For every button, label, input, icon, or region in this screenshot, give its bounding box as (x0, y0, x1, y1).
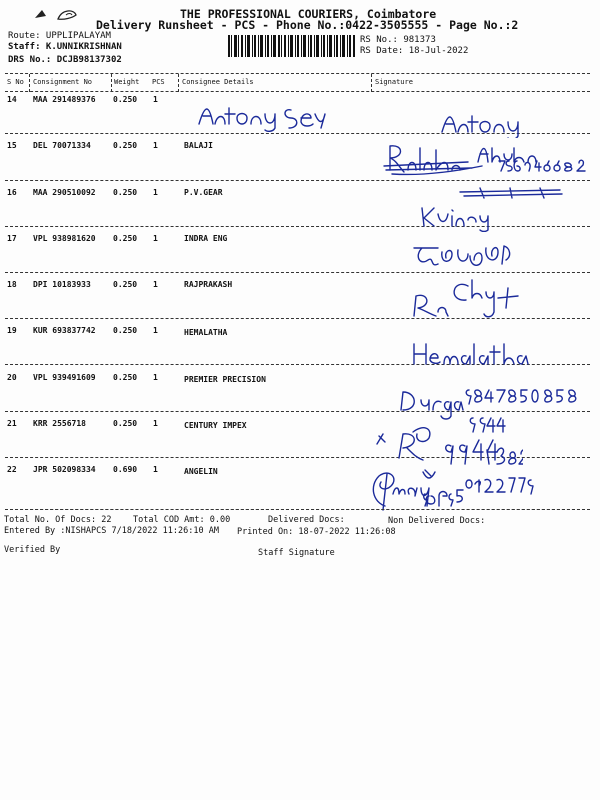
row-pcs: 1 (153, 419, 158, 428)
staff-label: Staff: K.UNNIKRISHNAN (8, 42, 122, 52)
column-divider (29, 74, 30, 92)
row-consignment: MAA 291489376 (33, 95, 96, 104)
signature-row22 (365, 466, 535, 512)
runsheet-subtitle: Delivery Runsheet - PCS - Phone No.:0422-3505555 - Page No.:2 (96, 18, 519, 32)
col-consignee: Consignee Details (182, 78, 254, 86)
row-consignee: RAJPRAKASH (184, 280, 233, 289)
row-weight: 0.250 (113, 280, 138, 289)
col-signature: Signature (375, 78, 413, 86)
row-sno: 15 (7, 141, 17, 150)
total-docs: Total No. Of Docs: 22 (4, 515, 112, 525)
header-bottom-rule (5, 91, 590, 92)
col-sno: S No (7, 78, 24, 86)
row-weight: 0.250 (113, 419, 138, 428)
staff-signature-label: Staff Signature (258, 548, 335, 558)
column-divider (111, 74, 112, 92)
row-pcs: 1 (153, 373, 158, 382)
row-pcs: 1 (153, 326, 158, 335)
row-weight: 0.690 (113, 465, 138, 474)
row-pcs: 1 (153, 141, 158, 150)
row-consignee: INDRA ENG (184, 234, 228, 243)
row-consignment: KUR 693837742 (33, 326, 96, 335)
company-logo-icon (32, 6, 82, 22)
row-consignment: VPL 939491609 (33, 373, 96, 382)
entered-by: Entered By :NISHAPCS 7/18/2022 11:26:10 AM (4, 526, 219, 536)
row-pcs: 1 (153, 465, 158, 474)
row-consignee: PREMIER PRECISION (184, 375, 266, 384)
row-consignee: CENTURY IMPEX (184, 421, 247, 430)
row-consignee: BALAJI (184, 141, 213, 150)
row-pcs: 1 (153, 234, 158, 243)
column-divider (178, 74, 179, 92)
row-consignment: VPL 938981620 (33, 234, 96, 243)
company-title: THE PROFESSIONAL COURIERS, Coimbatore (180, 7, 437, 21)
barcode-icon (228, 35, 356, 57)
footer-rule (5, 509, 590, 510)
col-pcs: PCS (152, 78, 165, 86)
signature-row17 (408, 240, 518, 274)
row-sno: 22 (7, 465, 17, 474)
row-sno: 20 (7, 373, 17, 382)
signature-row16 (420, 186, 570, 232)
row-consignment: DEL 70071334 (33, 141, 91, 150)
signature-row14-consignee (195, 100, 330, 132)
signature-row19 (410, 338, 550, 370)
row-consignee: P.V.GEAR (184, 188, 223, 197)
row-sno: 17 (7, 234, 17, 243)
row-sno: 21 (7, 419, 17, 428)
row-sno: 16 (7, 188, 17, 197)
row-weight: 0.250 (113, 373, 138, 382)
column-divider (371, 74, 372, 92)
row-pcs: 1 (153, 280, 158, 289)
signature-row18 (408, 276, 528, 322)
row-pcs: 1 (153, 95, 158, 104)
verified-by-label: Verified By (4, 545, 61, 555)
row-weight: 0.250 (113, 188, 138, 197)
row-sno: 18 (7, 280, 17, 289)
route-label: Route: UPPLIPALAYAM (8, 31, 111, 41)
row-consignee: HEMALATHA (184, 328, 228, 337)
signature-row15-phone (495, 157, 590, 175)
printed-on: Printed On: 18-07-2022 11:26:08 (237, 527, 396, 537)
row-sno: 14 (7, 95, 17, 104)
signature-row21 (373, 414, 523, 470)
rs-date: RS Date: 18-Jul-2022 (360, 46, 469, 56)
non-delivered-docs: Non Delivered Docs: (388, 516, 486, 526)
row-consignment: MAA 290510092 (33, 188, 96, 197)
header-top-rule (5, 73, 590, 74)
total-cod: Total COD Amt: 0.00 (133, 515, 231, 525)
rs-number: RS No.: 981373 (360, 35, 436, 45)
row-weight: 0.250 (113, 95, 138, 104)
row-consignee: ANGELIN (184, 467, 218, 476)
row-consignment: DPI 10183933 (33, 280, 91, 289)
col-weight: Weight (114, 78, 140, 86)
row-pcs: 1 (153, 188, 158, 197)
row-sno: 19 (7, 326, 17, 335)
signature-row14-receiver (438, 108, 523, 138)
drs-number: DRS No.: DCJB98137302 (8, 55, 122, 65)
row-consignment: KRR 2556718 (33, 419, 86, 428)
delivered-docs: Delivered Docs: (268, 515, 345, 525)
row-consignment: JPR 502098334 (33, 465, 96, 474)
col-consignment: Consignment No (33, 78, 93, 86)
row-weight: 0.250 (113, 234, 138, 243)
row-weight: 0.250 (113, 326, 138, 335)
row-weight: 0.250 (113, 141, 138, 150)
